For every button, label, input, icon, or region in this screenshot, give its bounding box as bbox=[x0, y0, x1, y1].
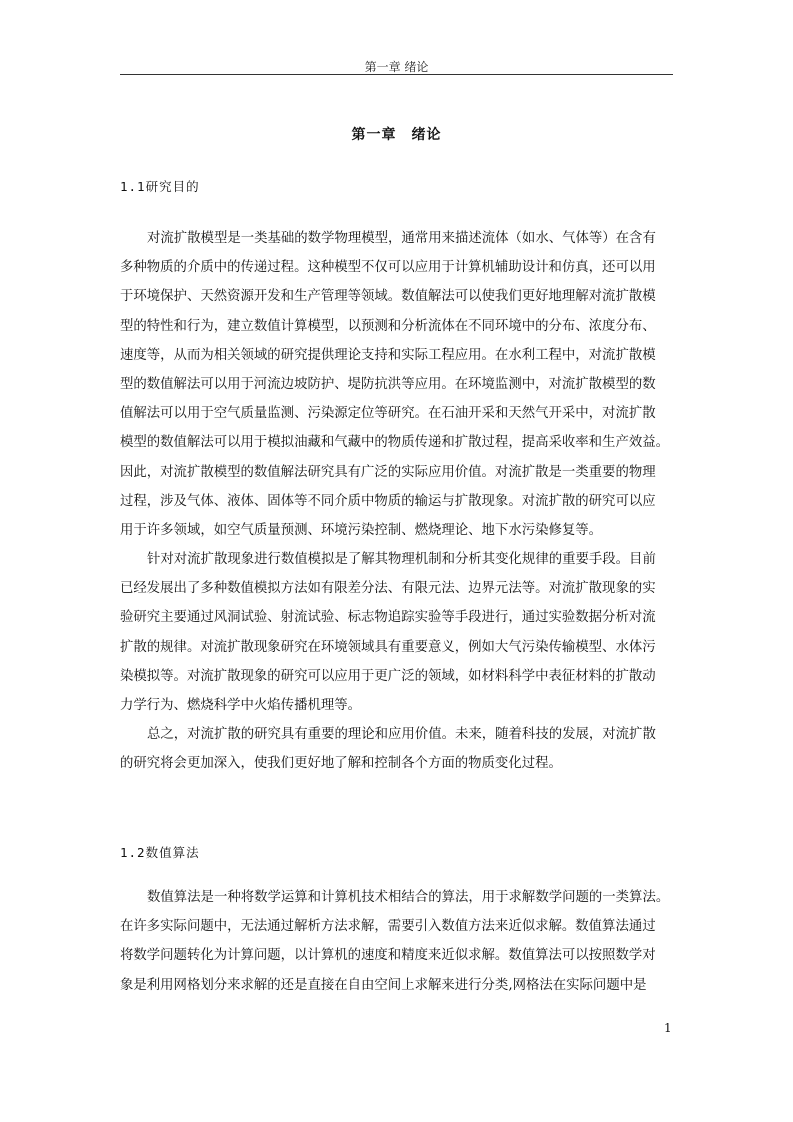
paragraph-line: 多种物质的介质中的传递过程。这种模型不仅可以应用于计算机辅助设计和仿真，还可以用 bbox=[120, 260, 656, 276]
paragraph-line: 扩散的规律。对流扩散现象研究在环境领域具有重要意义，例如大气污染传输模型、水体污 bbox=[120, 639, 656, 655]
paragraph-line: 将数学问题转化为计算问题，以计算机的速度和精度来近似求解。数值算法可以按照数学对 bbox=[120, 948, 656, 964]
paragraph-line: 因此，对流扩散模型的数值解法研究具有广泛的实际应用价值。对流扩散是一类重要的物理 bbox=[120, 464, 656, 480]
section-heading-1-2: 1.2数值算法 bbox=[120, 845, 200, 860]
paragraph-line: 模型的数值解法可以用于模拟油藏和气藏中的物质传递和扩散过程，提高采收率和生产效益。 bbox=[120, 435, 670, 451]
paragraph-line: 的研究将会更加深入，使我们更好地了解和控制各个方面的物质变化过程。 bbox=[120, 756, 562, 772]
header-rule bbox=[120, 74, 673, 75]
chapter-title: 第一章 绪论 bbox=[351, 127, 442, 143]
paragraph-line: 象是利用网格划分来求解的还是直接在自由空间上求解来进行分类,网格法在实际问题中是 bbox=[120, 977, 647, 993]
paragraph-line: 力学行为、燃烧科学中火焰传播机理等。 bbox=[120, 698, 362, 713]
paragraph-line: 总之，对流扩散的研究具有重要的理论和应用价值。未来，随着科技的发展，对流扩散 bbox=[147, 727, 656, 743]
paragraph-line: 型的数值解法可以用于河流边坡防护、堤防抗洪等应用。在环境监测中，对流扩散模型的数 bbox=[120, 376, 656, 392]
section-1-2-body bbox=[120, 883, 680, 1000]
paragraph-line: 于环境保护、天然资源开发和生产管理等领域。数值解法可以使我们更好地理解对流扩散模 bbox=[120, 289, 656, 305]
section-1-1-body bbox=[120, 224, 680, 779]
paragraph-line: 已经发展出了多种数值模拟方法如有限差分法、有限元法、边界元法等。对流扩散现象的实 bbox=[120, 581, 656, 597]
paragraph-line: 数值算法是一种将数学运算和计算机技术相结合的算法，用于求解数学问题的一类算法。 bbox=[147, 890, 670, 905]
section-heading-1-1: 1.1研究目的 bbox=[120, 179, 200, 194]
paragraph-line: 用于许多领域，如空气质量预测、环境污染控制、燃烧理论、地下水污染修复等。 bbox=[120, 522, 603, 538]
paragraph-line: 对流扩散模型是一类基础的数学物理模型，通常用来描述流体（如水、气体等）在含有 bbox=[147, 231, 656, 246]
running-header: 第一章 绪论 bbox=[364, 60, 429, 74]
paragraph-line: 过程，涉及气体、液体、固体等不同介质中物质的输运与扩散现象。对流扩散的研究可以应 bbox=[120, 493, 656, 509]
paragraph-line: 值解法可以用于空气质量监测、污染源定位等研究。在石油开采和天然气开采中，对流扩散 bbox=[120, 406, 656, 422]
paragraph-line: 型的特性和行为，建立数值计算模型，以预测和分析流体在不同环境中的分布、浓度分布、 bbox=[120, 318, 656, 334]
paragraph-line: 针对对流扩散现象进行数值模拟是了解其物理机制和分析其变化规律的重要手段。目前 bbox=[147, 552, 656, 568]
paragraph-line: 速度等，从而为相关领域的研究提供理论支持和实际工程应用。在水利工程中，对流扩散模 bbox=[120, 347, 656, 363]
paragraph-line: 在许多实际问题中，无法通过解析方法求解，需要引入数值方法来近似求解。数值算法通过 bbox=[120, 919, 656, 935]
paragraph-line: 验研究主要通过风洞试验、射流试验、标志物追踪实验等手段进行，通过实验数据分析对流 bbox=[120, 610, 656, 626]
paragraph-line: 染模拟等。对流扩散现象的研究可以应用于更广泛的领域，如材料科学中表征材料的扩散动 bbox=[120, 668, 656, 684]
page-number: 1 bbox=[664, 1021, 672, 1035]
